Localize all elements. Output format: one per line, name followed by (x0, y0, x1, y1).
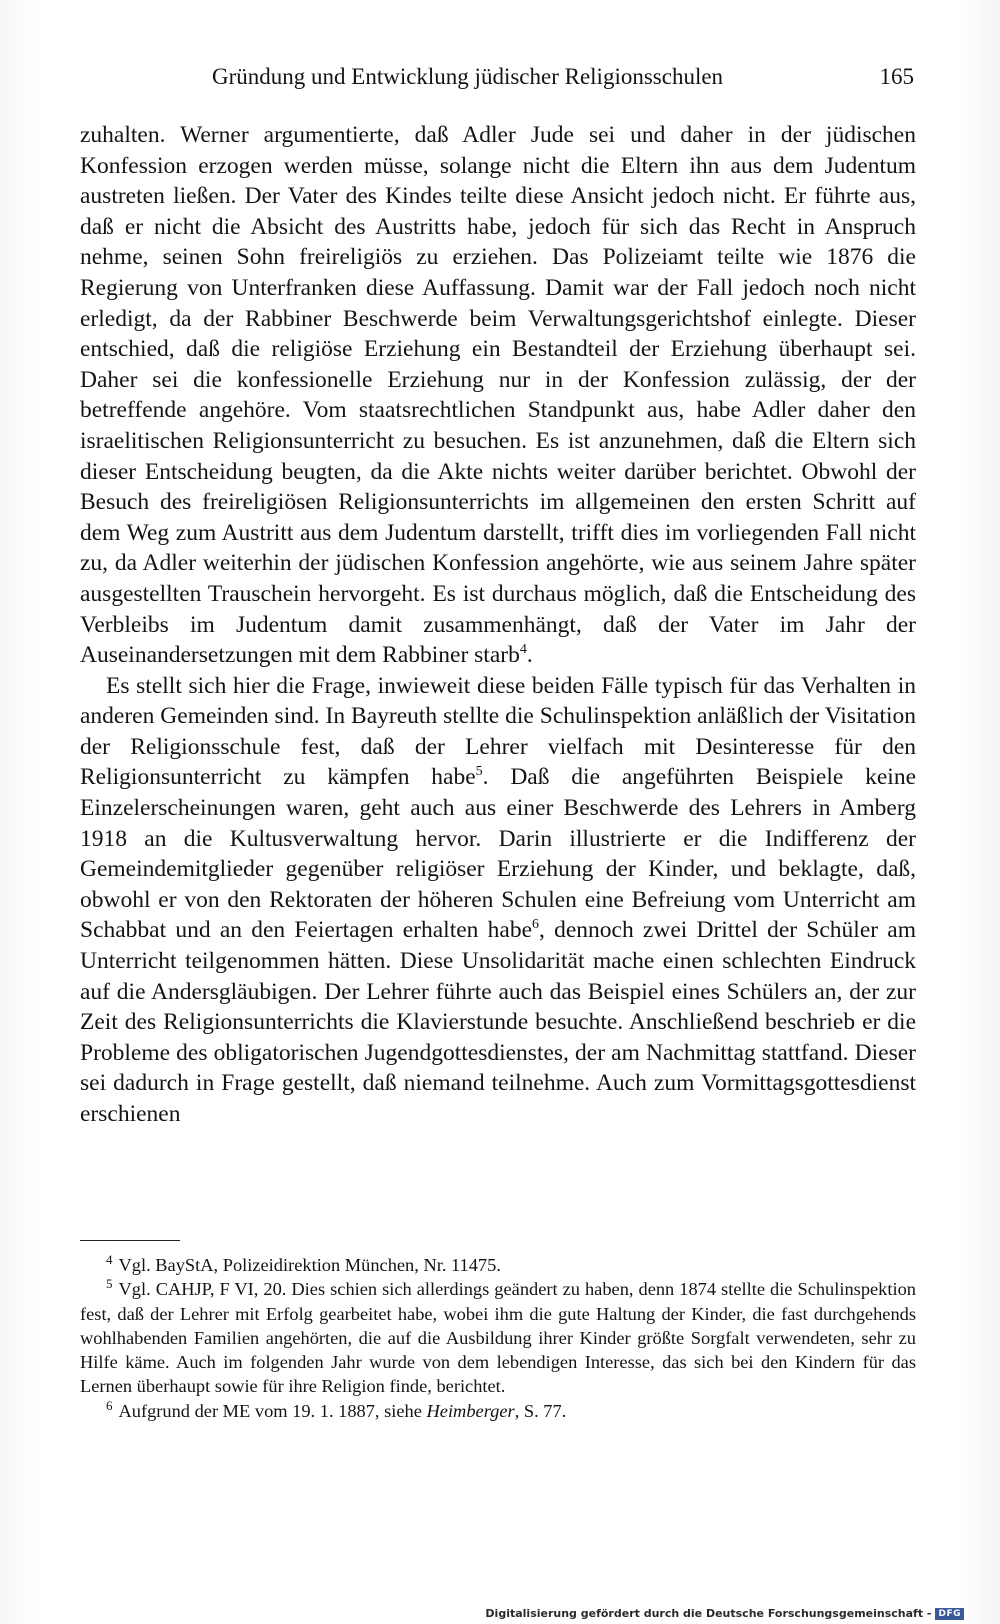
footnotes (80, 1253, 916, 1423)
paragraph-2 (80, 671, 916, 1130)
footnote-4 (80, 1253, 916, 1277)
paragraph-1 (80, 120, 916, 671)
credit-text: Digitalisierung gefördert durch die Deutsche Forschungsgemeinschaft - (485, 1607, 932, 1620)
footnote-mark: 6 (106, 1397, 113, 1413)
body-text (80, 120, 916, 1130)
page-number: 165 (879, 64, 914, 89)
footnote-ref-5: 5 (475, 764, 483, 780)
digitization-credit (485, 1607, 964, 1620)
footnote-text: Vgl. BayStA, Polizeidirektion München, Nr. 11475. (118, 1255, 501, 1275)
paragraph-2-text-b: . Daß die angeführten Beispiele keine Einzelerscheinungen waren, geht auch aus einer Beschwerde des Lehrers in Amberg 1918 an die Kultusverwaltung hervor. Darin illustrierte er die Indifferenz der Gemeindemitglieder gegenüber religiöser Erziehung der Kinder, und beklagte, daß, obwohl er von den Rektoraten der höheren Schulen eine Befreiung vom Unterricht am Schabbat und an den Feiertagen erhalten habe (80, 764, 916, 944)
footnote-ref-6: 6 (532, 917, 540, 933)
footnote-text: Vgl. CAHJP, F VI, 20. Dies schien sich allerdings geändert zu haben, denn 1874 stellte die Schulinspektion fest, daß der Lehrer mit Erfolg gearbeitet habe, wobei ihm die gute Haltung der Kinder, die fast durchgehends wohlhabenden Familien angehörten, die auf die Ausbildung ihrer Kinder größte Sorgfalt verwendeten, sehr zu Hilfe käme. Auch im folgenden Jahr wurde von dem lebendigen Interesse, das sich bei den Kindern für das Lernen überhaupt sowie für ihre Religion finde, berichtet. (80, 1279, 916, 1397)
paragraph-1-text: zuhalten. Werner argumentierte, daß Adler Jude sei und daher in der jüdischen Konfession erzogen werden müsse, solange nicht die Eltern ihn aus dem Judentum austreten ließen. Der Vater des Kindes teilte diese Ansicht jedoch nicht. Er führte aus, daß er nicht die Absicht des Austritts habe, jedoch für sich das Recht in Anspruch nehme, seinen Sohn freireligiös zu erziehen. Das Polizeiamt teilte wie 1876 die Regierung von Unterfranken diese Auffassung. Damit war der Fall jedoch noch nicht erledigt, da der Rabbiner Beschwerde beim Verwaltungsgerichtshof einlegte. Dieser entschied, daß die religiöse Erziehung ein Bestandteil der Erziehung überhaupt sei. Daher sei die konfessionelle Erziehung nur in der Konfession zulässig, der der betreffende angehöre. Vom staatsrechtlichen Standpunkt aus, habe Adler daher den israelitischen Religionsunterricht zu besuchen. Es ist anzunehmen, daß die Eltern sich dieser Entscheidung beugten, da die Akte nichts weiter darüber berichtet. Obwohl der Besuch des freireligiösen Religionsunterrichts im allgemeinen den ersten Schritt auf dem Weg zum Austritt aus dem Judentum darstellt, trifft dies im vorliegenden Fall nicht zu, da Adler weiterhin der jüdischen Konfession angehörte, wie aus seinem Jahre später ausgestellten Trauschein hervorgeht. Es ist durchaus möglich, daß die Entscheidung des Verbleibs im Judentum damit zusammenhängt, daß der Vater im Jahr der Auseinandersetzungen mit dem Rabbiner starb (80, 122, 916, 669)
cited-author: Heimberger (426, 1400, 515, 1421)
footnote-divider (80, 1240, 180, 1241)
footnote-text-end: , S. 77. (514, 1400, 567, 1421)
paragraph-2-text-a: Es stellt sich hier die Frage, inwieweit diese beiden Fälle typisch für das Verhalten in anderen Gemeinden sind. In Bayreuth stellte die Schulinspektion anläßlich der Visitation der Religionsschule fest, daß der Lehrer vielfach mit Desinteresse für den Religionsunterricht zu kämpfen habe (80, 672, 916, 791)
paragraph-2-text-c: , dennoch zwei Drittel der Schüler am Unterricht teilgenommen hätten. Diese Unsolidarität mache einen schlechten Eindruck auf die Andersgläubigen. Der Lehrer führte auch das Beispiel eines Schülers an, der zur Zeit des Religionsunterrichts die Klavierstunde besuchte. Anschließend beschrieb er die Probleme des obligatorischen Jugendgottesdienstes, der am Nachmittag stattfand. Dieser sei dadurch in Frage gestellt, daß niemand teilnehme. Auch zum Vormittagsgottesdienst erschienen (80, 917, 916, 1127)
running-head (80, 60, 914, 96)
footnote-mark: 4 (106, 1251, 113, 1267)
paragraph-1-end: . (526, 642, 533, 669)
dfg-logo-icon: DFG (935, 1608, 964, 1620)
footnote-6 (80, 1399, 916, 1423)
footnote-mark: 5 (106, 1276, 113, 1292)
running-title: Gründung und Entwicklung jüdischer Religionsschulen (212, 64, 724, 89)
footnote-5 (80, 1277, 916, 1398)
footnote-ref-4: 4 (519, 642, 527, 658)
footnote-text: Aufgrund der ME vom 19. 1. 1887, siehe (118, 1400, 427, 1421)
